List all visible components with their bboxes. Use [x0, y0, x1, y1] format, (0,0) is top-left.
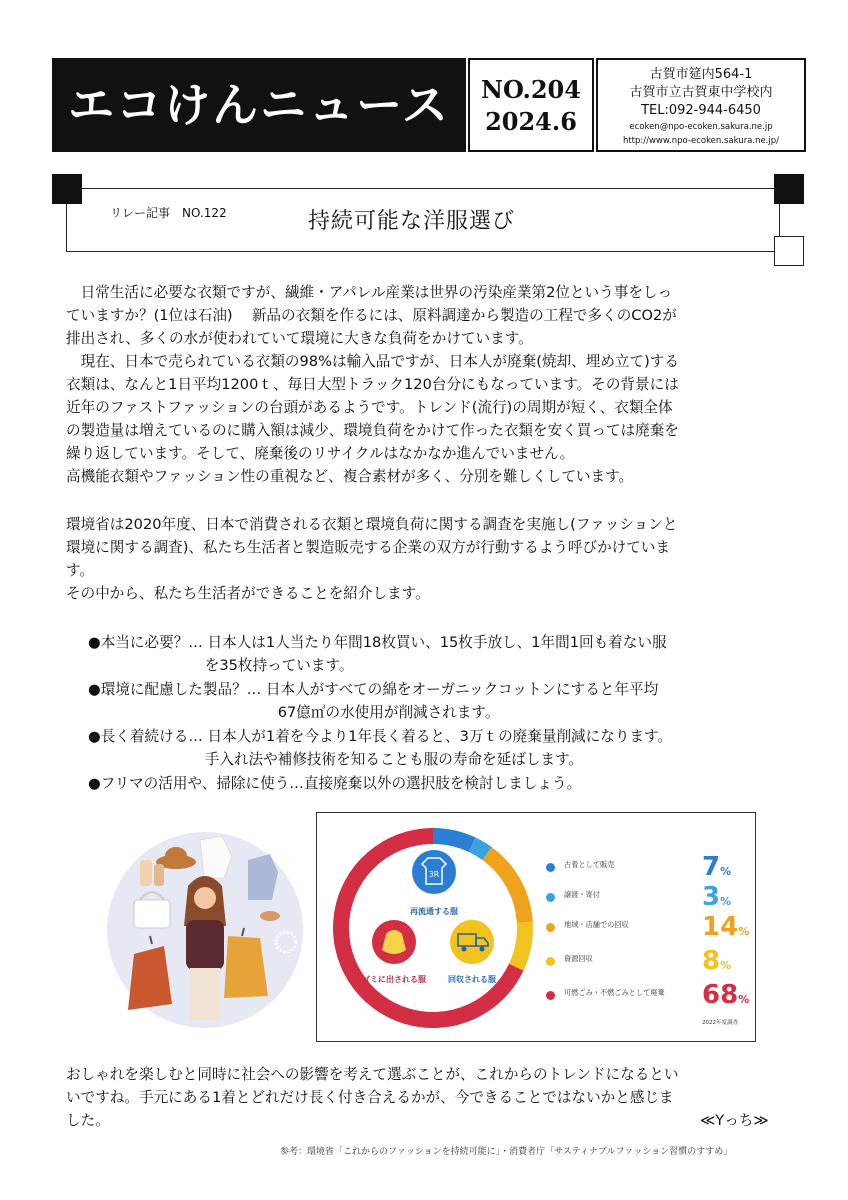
donut-slice — [472, 845, 487, 854]
issue-number: NO.204 — [481, 75, 581, 104]
legend-color-dot — [546, 863, 555, 872]
donut-slice — [516, 922, 525, 967]
legend-percent-unit: % — [738, 925, 750, 938]
corner-square-bottom-right — [774, 236, 804, 266]
legend-color-dot — [546, 957, 555, 966]
legend-color-dot — [546, 923, 555, 932]
icon-3r-text: 3R — [428, 870, 440, 879]
illustration-woman-clothes — [100, 820, 310, 1030]
address-line-1: 古賀市筵内564-1 — [649, 67, 753, 82]
legend-label: 地域・店舗での回収 — [564, 920, 629, 929]
legend-color-dot — [546, 991, 555, 1000]
bullet-item: ●長く着続ける… 日本人が1着を今より1年長く着ると、3万ｔの廃棄量削減になります。 手入れ法や補修技術を知ることも服の寿命を延ばします。 — [88, 728, 673, 768]
issue-box — [468, 58, 594, 152]
legend-percent — [702, 980, 749, 1010]
legend-percent — [702, 882, 731, 912]
email: ecoken@npo-ecoken.sakura.ne.jp — [629, 122, 773, 132]
website-url: http://www.npo-ecoken.sakura.ne.jp/ — [622, 136, 780, 146]
legend-percent-value: 8 — [702, 946, 721, 976]
contact-box — [596, 58, 806, 152]
legend-label: 資源回収 — [564, 954, 593, 963]
center-label-recirculate: 再流通する服 — [410, 907, 458, 916]
paragraph-survey: 環境省は2020年度、日本で消費される衣類と環境負荷に関する調査を実施し(ファッションと 環境に関する調査)、私たち生活者と製造販売する企業の双方が行動するよう呼びかけていま す。 その中から、私たち生活者ができることを紹介します。 — [66, 516, 678, 602]
address-line-2: 古賀市立古賀東中学校内 — [629, 85, 773, 100]
bullet-item: ●フリマの活用や、掃除に使う…直接廃棄以外の選択肢を検討しましょう。 — [88, 775, 582, 792]
legend-percent-value: 7 — [702, 852, 721, 882]
article-title: 持続可能な洋服選び — [308, 209, 516, 234]
newsletter-title: エコけんニュース — [52, 58, 466, 152]
legend-percent — [702, 852, 731, 882]
legend-percent-unit: % — [738, 993, 750, 1006]
author-signature: ≪Yっち≫ — [700, 1112, 769, 1129]
corner-square-top-right — [774, 174, 804, 204]
legend-percent — [702, 912, 749, 942]
bullet-item: ●環境に配慮した製品？… 日本人がすべての綿をオーガニックコットンにすると年平均 67億㎥の水使用が削減されます。 — [88, 681, 659, 721]
legend-color-dot — [546, 893, 555, 902]
legend-percent-value: 68 — [702, 980, 739, 1010]
legend-label: 古着として販売 — [564, 860, 615, 869]
issue-date: 2024.6 — [485, 107, 577, 136]
donut-slice — [487, 854, 525, 923]
donut-slice — [433, 836, 472, 845]
reference-note: 参考：環境省「これからのファッションを持続可能に」・消費者庁「サスティナブルファッション習慣のすすめ」 — [280, 1147, 733, 1157]
legend-percent-unit: % — [720, 959, 732, 972]
legend-label: 譲渡・寄付 — [564, 890, 600, 899]
legend-percent-value: 3 — [702, 882, 721, 912]
article-kind: リレー記事 NO.122 — [110, 206, 227, 220]
legend-label: 可燃ごみ・不燃ごみとして廃棄 — [564, 988, 665, 997]
survey-year-note: 2022年度調査 — [702, 1020, 738, 1026]
center-label-garbage: ゴミに出される服 — [362, 975, 426, 984]
legend-percent-unit: % — [720, 865, 732, 878]
legend-percent-value: 14 — [702, 912, 739, 942]
bullet-item: ●本当に必要？… 日本人は1人当たり年間18枚買い、15枚手放し、1年間1回も着ない服 を35枚持っています。 — [88, 634, 667, 674]
legend-percent — [702, 946, 731, 976]
center-label-collected: 回収される服 — [448, 975, 496, 984]
legend-percent-unit: % — [720, 895, 732, 908]
donut-chart — [330, 818, 536, 1038]
paragraph-intro: 日常生活に必要な衣類ですが、繊維・アパレル産業は世界の汚染産業第2位という事をしっ ていますか？(1位は石油) 新品の衣類を作るには、原料調達から製造の工程で多くのCO2が 排出され、多くの水が使われていて環境に大きな負荷をかけています。 現在、日本で売られている衣類の98%は輸入品ですが、日本人が廃棄(焼却、埋め立て)する 衣類は、なんと1日平均1200ｔ、毎日大型トラック120台分にもなっています。その背景には 近年のファストファッションの台頭があるようです。トレンド(流行)の周期が短く、衣類全体 の製造量は増えているのに購入額は減少、環境負荷をかけて作った衣類を安く買っては廃棄を 繰り返しています。そして、廃棄後のリサイクルはなかなか進んでいません。 高機能衣類やファッション性の重視など、複合素材が多く、分別を難しくしています。 — [66, 284, 679, 485]
corner-square-top-left — [52, 174, 82, 204]
paragraph-closing: おしゃれを楽しむと同時に社会への影響を考えて選ぶことが、これからのトレンドになるとい いですね。手元にある1着とどれだけ長く付き合えるかが、今できることではないかと感じま した。 — [66, 1066, 679, 1129]
phone: TEL:092-944-6450 — [641, 103, 761, 118]
